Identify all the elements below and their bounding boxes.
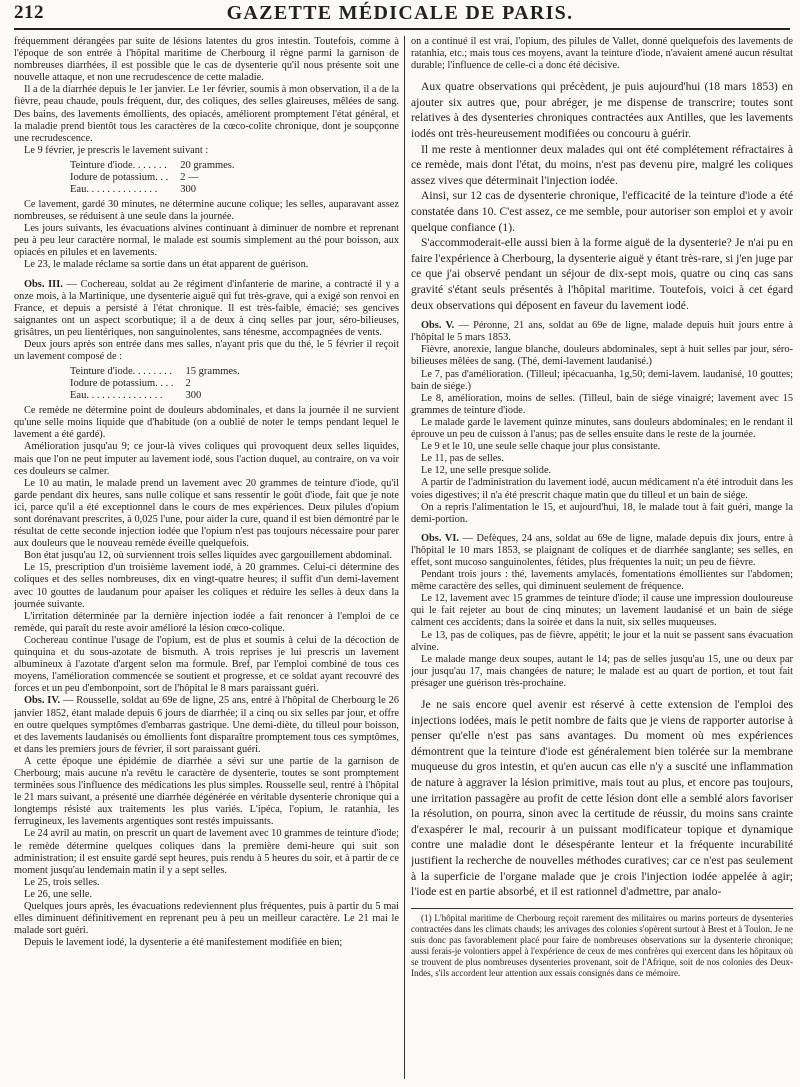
observation-label: Obs. III. [24, 278, 63, 290]
paragraph: Le 26, une selle. [24, 888, 93, 900]
recipe-table [70, 366, 246, 402]
paragraph: Le 8, amélioration, moins de selles. (Tilleul, bain de siége vinaigré; lavement avec 15 grammes de teinture d'iode. [411, 392, 793, 416]
paragraph: Le malade garde le lavement quinze minutes, sans douleurs abdominales; en le rendant il éprouve un peu de cuisson à l'anus; pas de selles ensuite dans le reste de la journée. [411, 416, 793, 441]
paragraph: on a continué il est vrai, l'opium, des pilules de Vallet, donné quelquefois des lavements de ratanhia, etc.; mais tous ces moyens, avant la teinture d'iode, n'avaient amené aucun résultat durable; l'influence de celle-ci a donc été décisive. [411, 36, 793, 72]
paragraph: Le 12, une selle presque solide. [421, 465, 552, 477]
paragraph: Depuis le lavement iodé, la dysenterie a été manifestement modifiée en bien; [24, 937, 343, 949]
paragraph: Je ne sais encore quel avenir est réservé à cette extension de l'emploi des injections iodées, mais le petit nombre de faits que je viens de rapporter autorise à penser qu'elle n'est pas sans avantages. Du moment où mes expériences démontrent que la teinture d'iode est généralement bien tolérée sur la membrane muqueuse du gros intestin, et qu'en aucun cas elle n'y a suscité une inflammation de nature à aggraver la lésion primitive, mais tout au plus, et encore pas toujours, une irritation passagère au profit de cette lésion dont elle a semblé alors favoriser la résolution, on pourra, sinon avec la certitude de réussir, du moins sans crainte d'exaspérer le mal, recourir à un puissant modificateur topique et dynamique contre une maladie dont le désespérante lenteur et la fréquente incurabilité justifient la recherche de nouvelles méthodes curatives; car ce n'est pas seulement à la superficie de l'organe malade que je crois l'injection iodée appelée à agir; l'iode est en partie absorbé, et il est rationnel d'admettre, par analo- [411, 698, 793, 899]
paragraph: Fièvre, anorexie, langue blanche, douleurs abdominales, sept à huit selles par jour, séro-bilieuses mêlées de sang. (Thé, demi-lavement laudanisé.) [411, 344, 793, 368]
paragraph: S'accommoderait-elle aussi bien à la forme aiguë de la dysenterie? Je n'ai pu en faire l'expérience à Cherbourg, la dysenterie aiguë y étant très-rare, si j'en juge par ce que j'ai observé pendant un séjour de dix-sept mois, quatre ou cinq cas sans gravité s'étant seuls présentés à l'hôpital maritime. Toutefois, voici à cet égard deux observations qui déposent en faveur du lavement iodé. [411, 236, 793, 312]
recipe-row [70, 184, 241, 196]
quantity: 2 [185, 378, 191, 390]
recipe-table [70, 160, 241, 196]
page-number: 212 [14, 2, 44, 23]
running-title: GAZETTE MÉDICALE DE PARIS. [226, 2, 574, 24]
paragraph: L'irritation déterminée par la dernière injection iodée a fait renoncer à l'emploi de ce remède, qui paraît du reste avoir amélioré la lésion cœco-colique. [14, 610, 399, 634]
quantity: 2 — [180, 171, 199, 183]
paragraph: A partir de l'administration du lavement iodé, aucun médicament n'a été introduit dans les voies digestives; il n'a été prescrit chaque matin que du tilleul et un bain de siége. [411, 477, 793, 501]
paragraph: Quelques jours après, les évacuations redeviennent plus fréquentes, puis à partir du 5 mai elles diminuent définitivement en reprenant peu à peu un meilleur caractère. Le 21 mai le malade sort guéri. [14, 901, 399, 937]
paragraph: Il me reste à mentionner deux malades qui ont été complétement réfractaires à ce remède, mais dont l'état, du moins, n'est pas devenu pire, malgré les coliques assez vives que déterminait l'injection iodée. [411, 142, 793, 187]
ingredient: Eau. . . . . . . . . . . . . . . [70, 390, 163, 402]
recipe-row [70, 172, 241, 184]
quantity: 300 [180, 183, 197, 195]
paragraph: Le 15, prescription d'un troisième lavement iodé, à 20 grammes. Celui-ci détermine des coliques et des selles nombreuses, dix en vingt-quatre heures; il suffit d'un demi-lavement avec 10 gouttes de laudanum pour apaiser les coliques et réduire les selles à deux dans la journée suivante. [14, 562, 399, 610]
paragraph: Le 24 avril au matin, on prescrit un quart de lavement avec 10 grammes de teinture d'iode; le remède détermine quelques coliques dans la première demi-heure qui suit son administration; il est ensuite gardé sept heures, puis rendu à 5 heures du soir, et à partir de ce moment jusqu'au lendemain matin il y a sept selles. [14, 828, 399, 876]
footnote-rule [411, 908, 793, 909]
paragraph: Le 12, lavement avec 15 grammes de teinture d'iode; il cause une impression douloureuse qui le fait rejeter au bout de cinq minutes; un lavement laudanisé et un bain de siége calment ces accidents; dans la soirée et dans la nuit, six selles muqueuses. [411, 593, 793, 629]
quantity: 15 grammes. [185, 366, 240, 378]
observation-label: Obs. VI. [421, 532, 459, 544]
ingredient: Teinture d'iode. . . . . . . [70, 159, 167, 171]
ingredient: Iodure de potassium. . . . [70, 378, 174, 390]
paragraph: Le 10 au matin, le malade prend un lavement avec 20 grammes de teinture d'iode, qu'il garde pendant dix heures, sans nulle colique et sans ressentir le goût d'iode, fait que je note ici, parce qu'il a été exceptionnel dans le cours de mes expériences. Deux pilules d'opium sont dorénavant prescrites, à 0,025 l'une, pour aider la cure, quand il est bien démontré par le résultat de cette seconde injection iodée que l'opium n'est pas toujours nécessaire pour parer aux douleurs que le nouveau remède éveille quelquefois. [14, 477, 399, 550]
recipe-row [70, 390, 246, 402]
paragraph: Bon état jusqu'au 12, où surviennent trois selles liquides avec gargouillement abdominal. [24, 550, 392, 562]
paragraph: A cette époque une épidémie de diarrhée a sévi sur une partie de la garnison de Cherbourg; mais aucune n'a revêtu le caractère de dysenterie, toutes se sont promptement terminées sous l'influence des médications les plus simples. Rousselle seul, rentré à l'hôpital le 21 mars suivant, a présenté une diarrhée dégénérée en véritable dysenterie chronique qui a longtemps résisté aux traitements les plus variés. L'ipéca, l'opium, le ratanhia, les ferrugineux, les lavements argentiques sont restés impuissants. [14, 755, 399, 828]
paragraph: Le 13, pas de coliques, pas de fièvre, appétit; le jour et la nuit se passent sans évacuation alvine. [411, 629, 793, 653]
paragraph: Amélioration jusqu'au 9; ce jour-là vives coliques qui provoquent deux selles liquides, mais que l'on ne peut imputer au lavement iodé, sous l'action duquel, au contraire, on va voir ces douleurs se calmer. [14, 441, 399, 477]
paragraph: Deux jours après son entrée dans mes salles, n'ayant pris que du thé, le 5 février il reçoit un lavement composé de : [14, 338, 399, 363]
ingredient: Iodure de potassium. . . [70, 171, 169, 183]
observation-paragraph [411, 533, 793, 569]
page-header [0, 0, 800, 30]
paragraph: Ainsi, sur 12 cas de dysenterie chronique, l'efficacité de la teinture d'iode a été constatée dans 10. C'est assez, ce me semble, pour autoriser son emploi et y avoir quelque confiance (1). [411, 189, 793, 234]
paragraph: On a repris l'alimentation le 15, et aujourd'hui, 18, le malade tout à fait guéri, mange la demi-portion. [411, 501, 793, 525]
paragraph: Le 11, pas de selles. [421, 453, 504, 465]
paragraph: Le malade mange deux soupes, autant le 14; pas de selles jusqu'au 15, une ou deux par jour jusqu'au 17, mais changées de nature; le malade est au quart de portion, et tout fait présager une guérison très-prochaine. [411, 653, 793, 689]
observation-label: Obs. IV. [24, 695, 61, 707]
observation-text: — Cochereau, soldat au 2e régiment d'infanterie de marine, a contracté il y a onze mois, à la Martinique, une dysenterie aiguë qui fut très-grave, qui a exigé son renvoi en France, et depuis a persisté à l'état chronique. Il est très-faible, émacié; ses gencives saignantes ont un aspect scorbutique; il a de deux à cinq selles par jour, séro-bilieuses, grisâtres, un peu lientériques, non sanguinolentes, sans ténesme, accompagnées de vents. [14, 278, 399, 338]
paragraph: Le 7, pas d'amélioration. (Tilleul; ipécacuanha, 1g,50; demi-lavem. laudanisé, 10 gouttes; bain de siége.) [411, 368, 793, 392]
header-rule [14, 28, 790, 30]
observation-paragraph [411, 320, 793, 344]
paragraph: Le 25, trois selles. [24, 876, 100, 888]
observation-text: — Péronne, 21 ans, soldat au 69e de ligne, malade depuis huit jours entre à l'hôpital le 5 mars 1853. [411, 320, 793, 344]
recipe-row [70, 366, 246, 378]
paragraph: fréquemment dérangées par suite de lésions latentes du gros intestin. Toutefois, comme à l'époque de son entrée à l'hôpital maritime de Cherbourg il règne parmi la garnison de nombreuses diarrhées, il est possible que le cas de dysenterie qu'il nous présente soit une nouvelle attaque, et non une recrudescence de cette maladie. [14, 36, 399, 84]
paragraph: Ce lavement, gardé 30 minutes, ne détermine aucune colique; les selles, auparavant assez nombreuses, se réduisent à une seule dans la journée. [14, 198, 399, 223]
quantity: 20 grammes. [180, 159, 235, 171]
observation-text: — Rousselle, soldat au 69e de ligne, 25 ans, entré à l'hôpital de Cherbourg le 26 janvier 1852, étant malade depuis 6 jours de diarrhée; il a cinq ou six selles par jour, et offre en outre quelques symptômes d'embarras gastrique. Une demi-diète, du tilleul pour boisson, et des lavements laudanisés ou émollients font disparaître promptement tous ces symptômes, et dans les premiers jours de février, il sort paraissant guéri. [14, 695, 399, 755]
paragraph: Il a de la diarrhée depuis le 1er janvier. Le 1er février, soumis à mon observation, il a de la fièvre, peau chaude, pouls fréquent, dur, des coliques, des selles glaireuses, mêlées de sang. Des bains, des lavements émollients, des opiacés, améliorent promptement l'état général, et la maladie prend bientôt tous les caractères de la cœco-colite chronique, dont je soupçonne une recrudescence. [14, 84, 399, 144]
paragraph: Cochereau continue l'usage de l'opium, est de plus et soumis à celui de la décoction de quinquina et du sous-azotate de bismuth. A trois reprises je lui prescris un lavement albumineux à l'azotate d'argent selon ma formule. Bref, par l'emploi combiné de tous ces moyens, l'amélioration commencée se soutient et progresse, et ce soldat ayant recouvré des forces et un peu d'embonpoint, sort de l'hôpital le 8 mars paraissant guéri. [14, 634, 399, 695]
quantity: 300 [185, 390, 202, 402]
footnote: (1) L'hôpital maritime de Cherbourg reçoit rarement des militaires ou marins porteurs de dysenteries contractées dans les climats chauds; les arrivages des colonies s'opèrent surtout à Brest et à Toulon. Je ne suis donc pas favorablement placé pour faire de nombreuses observations sur la dysenterie chronique; aussi ferais-je volontiers appel à l'expérience de ceux de mes confrères qui exercent dans les hôpitaux où se trouvent de plus nombreuses dysenteries provenant, soit de l'Afrique, soit de nos colonies des Deux-Indes, s'ils accordent leur attention aux essais consignés dans ce mémoire. [411, 912, 793, 978]
paragraph: Ce remède ne détermine point de douleurs abdominales, et dans la journée il ne survient qu'une selle moins liquide que d'habitude (on a oublié de noter le temps pendant lequel le lavement a été gardé). [14, 405, 399, 441]
paragraph: Pendant trois jours : thé, lavements amylacés, fomentations émollientes sur l'abdomen; même caractère des selles, qui diminuent seulement de fréquence. [411, 569, 793, 593]
observation-label: Obs. V. [421, 320, 455, 332]
left-column [14, 36, 399, 1079]
ingredient: Eau. . . . . . . . . . . . . . [70, 183, 158, 195]
column-divider [404, 36, 405, 1079]
paragraph: Le 23, le malade réclame sa sortie dans un état apparent de guérison. [24, 259, 309, 271]
observation-paragraph [14, 695, 399, 755]
recipe-row [70, 378, 246, 390]
paragraph: Le 9 et le 10, une seule selle chaque jour plus consistante. [421, 441, 661, 453]
recipe-row [70, 160, 241, 172]
observation-text: — Defèques, 24 ans, soldat au 69e de ligne, malade depuis dix jours, entre à l'hôpital le 10 mars 1853, se plaignant de coliques et de diarrhée sanglante; ses selles, en effet, sont mucoso sanguinolentes, fétides, plus fréquentes la nuit; un peu de fièvre. [411, 532, 793, 568]
paragraph: Aux quatre observations qui précèdent, je puis aujourd'hui (18 mars 1853) en ajouter six autres que, pour abréger, je me dispense de transcrire; toutes sont relatives à des dysenteries chroniques contractées aux Antilles, que les lavements iodés ont très-heureusement modifiées ou concouru à guérir. [411, 80, 793, 141]
right-column [411, 36, 793, 1079]
ingredient: Teinture d'iode. . . . . . . . [70, 366, 173, 378]
paragraph: Les jours suivants, les évacuations alvines continuant à diminuer de nombre et reprenant peu à peu leur caractère normal, le malade est soumis simplement au thé pour boisson, aux opiacés en pilules et en lavements. [14, 223, 399, 259]
observation-paragraph [14, 279, 399, 339]
paragraph: Le 9 février, je prescris le lavement suivant : [24, 144, 209, 156]
